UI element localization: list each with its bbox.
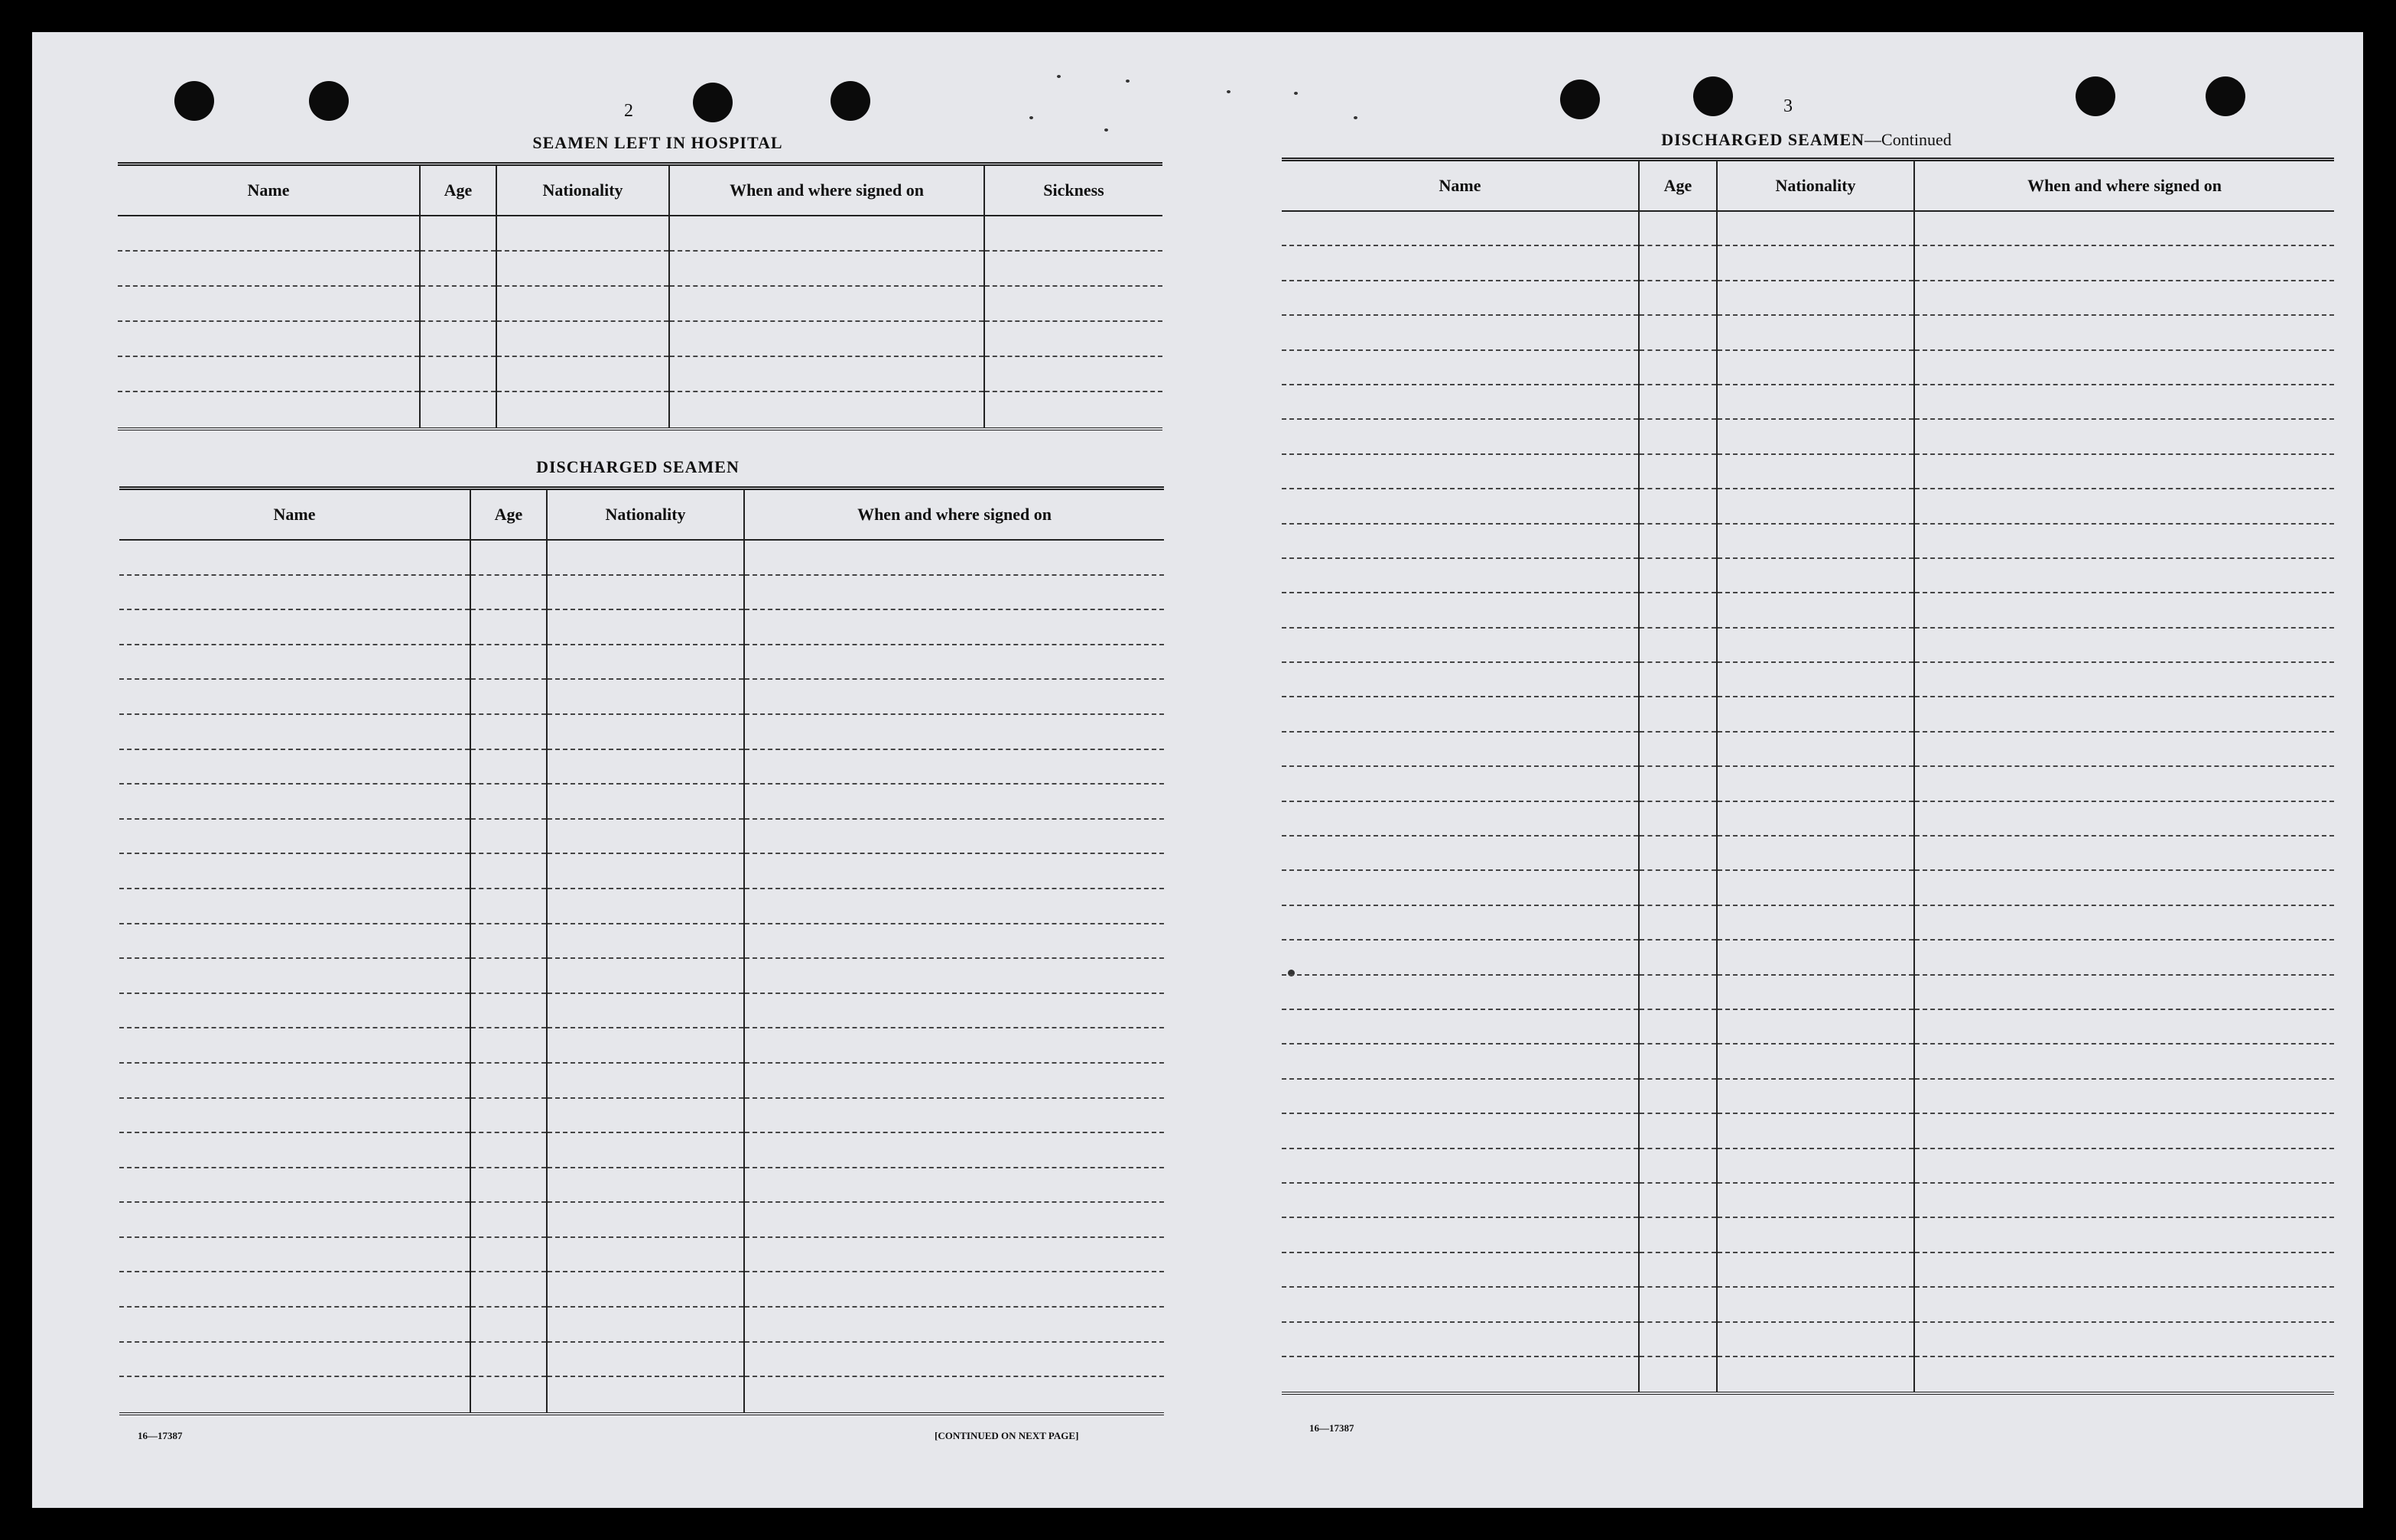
blank-entry-cell [1640, 941, 1716, 975]
column-header: Name [119, 490, 471, 539]
blank-entry-cell [1718, 316, 1913, 350]
column-header: Name [118, 166, 421, 215]
blank-entry-cell [1640, 1288, 1716, 1322]
blank-entry-cell [1640, 871, 1716, 905]
blank-entry-cell [1915, 455, 2334, 489]
blank-entry-cell [1282, 976, 1638, 1010]
blank-entry-cell [1915, 629, 2334, 663]
blank-entry-cell [1718, 385, 1913, 420]
blank-entry-cell [1915, 1010, 2334, 1045]
page-number: 3 [1783, 96, 1793, 116]
blank-entry-cell [1718, 246, 1913, 281]
blank-entry-cell [1640, 420, 1716, 454]
column-header: Sickness [1043, 180, 1104, 200]
blank-entry-cell [1718, 697, 1913, 732]
table-column [1718, 212, 1915, 1392]
blank-entry-cell [1282, 316, 1638, 350]
blank-entry-cell [1718, 767, 1913, 801]
table-body [1282, 212, 2334, 1392]
blank-entry-cell [1282, 1149, 1638, 1184]
blank-entry-cell [1915, 1323, 2334, 1357]
table-column [1282, 212, 1640, 1392]
table-header [1282, 161, 2334, 212]
blank-entry-cell [1718, 1149, 1913, 1184]
blank-entry-cell [1718, 1114, 1913, 1149]
blank-entry-cell [1718, 1080, 1913, 1114]
blank-entry-cell [1282, 420, 1638, 454]
blank-entry-cell [1915, 802, 2334, 837]
blank-entry-cell [1640, 1149, 1716, 1184]
blank-entry-cell [1282, 1184, 1638, 1218]
blank-entry-cell [1718, 837, 1913, 871]
blank-entry-cell [1282, 281, 1638, 316]
blank-entry-cell [1718, 941, 1913, 975]
blank-entry-cell [1915, 976, 2334, 1010]
column-header: Name [1282, 161, 1640, 210]
blank-entry-cell [1282, 871, 1638, 905]
blank-entry-cell [1640, 525, 1716, 559]
blank-entry-cell [1282, 767, 1638, 801]
blank-entry-cell [1282, 246, 1638, 281]
blank-entry-cell [1915, 316, 2334, 350]
blank-entry-cell [1640, 1045, 1716, 1079]
scanned-form-sheet [32, 32, 2363, 1508]
blank-entry-cell [1640, 697, 1716, 732]
blank-entry-cell [1282, 1288, 1638, 1322]
blank-entry-cell [1718, 1253, 1913, 1288]
blank-entry-cell [1282, 1357, 1638, 1392]
blank-entry-cell [1915, 697, 2334, 732]
blank-entry-cell [1640, 489, 1716, 524]
blank-entry-cell [1718, 871, 1913, 905]
column-header: When and where signed on [670, 166, 985, 215]
blank-entry-cell [1718, 976, 1913, 1010]
blank-entry-cell [1915, 906, 2334, 941]
section-title-discharged: DISCHARGED SEAMEN [536, 457, 740, 476]
blank-entry-cell [1640, 1253, 1716, 1288]
blank-entry-cell [1915, 420, 2334, 454]
blank-entry-cell [1718, 629, 1913, 663]
blank-entry-cell [1640, 663, 1716, 697]
blank-entry-cell [1718, 351, 1913, 385]
blank-entry-cell [1915, 767, 2334, 801]
blank-entry-cell [1915, 351, 2334, 385]
blank-entry-cell [1915, 1288, 2334, 1322]
blank-entry-cell [1718, 420, 1913, 454]
blank-entry-cell [1282, 455, 1638, 489]
blank-entry-cell [1915, 1114, 2334, 1149]
column-header: Nationality [497, 166, 670, 215]
blank-entry-cell [1915, 871, 2334, 905]
blank-entry-cell [1282, 1080, 1638, 1114]
blank-entry-cell [1640, 837, 1716, 871]
page-number: 2 [624, 101, 633, 121]
blank-entry-cell [1282, 593, 1638, 628]
form-number: 16—17387 [1309, 1422, 1354, 1434]
blank-entry-cell [1282, 663, 1638, 697]
blank-entry-cell [1640, 455, 1716, 489]
blank-entry-cell [1282, 697, 1638, 732]
blank-entry-cell [1640, 1323, 1716, 1357]
column-header: When and where signed on [2027, 176, 2222, 195]
blank-entry-cell [1718, 1045, 1913, 1079]
blank-entry-cell [1915, 663, 2334, 697]
blank-entry-cell [1282, 385, 1638, 420]
column-header: Nationality [1718, 161, 1915, 210]
blank-entry-cell [1915, 941, 2334, 975]
blank-entry-cell [1282, 733, 1638, 767]
blank-entry-cell [1640, 246, 1716, 281]
blank-entry-cell [1640, 1010, 1716, 1045]
blank-entry-cell [1640, 629, 1716, 663]
table-column [1915, 212, 2334, 1392]
blank-entry-cell [1282, 1253, 1638, 1288]
column-header: Age [1640, 161, 1718, 210]
discharged-continued-table [1282, 158, 2334, 1395]
blank-entry-cell [1915, 212, 2334, 246]
blank-entry-cell [1640, 1357, 1716, 1392]
blank-entry-cell [1640, 802, 1716, 837]
section-title-suffix: —Continued [1864, 130, 1952, 149]
blank-entry-cell [1915, 281, 2334, 316]
blank-entry-cell [1282, 906, 1638, 941]
blank-entry-cell [1640, 976, 1716, 1010]
blank-entry-cell [1915, 246, 2334, 281]
blank-entry-cell [1718, 663, 1913, 697]
blank-entry-cell [1718, 559, 1913, 593]
blank-entry-cell [1718, 802, 1913, 837]
form-number: 16—17387 [138, 1430, 183, 1441]
blank-entry-cell [1282, 802, 1638, 837]
blank-entry-cell [1718, 455, 1913, 489]
blank-entry-cell [1718, 1323, 1913, 1357]
section-title-hospital: SEAMEN LEFT IN HOSPITAL [532, 133, 783, 152]
section-title-text: DISCHARGED SEAMEN [1661, 130, 1865, 149]
blank-entry-cell [1640, 385, 1716, 420]
column-header: When and where signed on [857, 505, 1052, 524]
blank-entry-cell [1718, 593, 1913, 628]
blank-entry-cell [1718, 1218, 1913, 1252]
blank-entry-cell [1915, 1184, 2334, 1218]
blank-entry-cell [1915, 1149, 2334, 1184]
blank-entry-cell [1282, 212, 1638, 246]
blank-entry-cell [1718, 1184, 1913, 1218]
blank-entry-cell [1718, 1357, 1913, 1392]
continued-note: [CONTINUED ON NEXT PAGE] [935, 1430, 1079, 1441]
blank-entry-cell [1640, 316, 1716, 350]
blank-entry-cell [1282, 941, 1638, 975]
column-header: Age [421, 166, 497, 215]
blank-entry-cell [1282, 351, 1638, 385]
blank-entry-cell [1718, 212, 1913, 246]
blank-entry-cell [1640, 559, 1716, 593]
blank-entry-cell [1718, 733, 1913, 767]
blank-entry-cell [1282, 489, 1638, 524]
blank-entry-cell [1915, 1045, 2334, 1079]
blank-entry-cell [1640, 1184, 1716, 1218]
blank-entry-cell [1718, 489, 1913, 524]
blank-entry-cell [1640, 906, 1716, 941]
right-page [32, 32, 2363, 1508]
blank-entry-cell [1640, 281, 1716, 316]
blank-entry-cell [1282, 1218, 1638, 1252]
blank-entry-cell [1640, 212, 1716, 246]
blank-entry-cell [1640, 1080, 1716, 1114]
blank-entry-cell [1282, 1045, 1638, 1079]
blank-entry-cell [1915, 1080, 2334, 1114]
blank-entry-cell [1915, 559, 2334, 593]
table-column [1640, 212, 1718, 1392]
blank-entry-cell [1282, 559, 1638, 593]
blank-entry-cell [1915, 489, 2334, 524]
blank-entry-cell [1640, 351, 1716, 385]
blank-entry-cell [1640, 1218, 1716, 1252]
blank-entry-cell [1915, 1253, 2334, 1288]
blank-entry-cell [1282, 1114, 1638, 1149]
section-title-discharged-continued [1500, 130, 2112, 150]
column-header: Age [471, 490, 548, 539]
blank-entry-cell [1640, 593, 1716, 628]
blank-entry-cell [1915, 1357, 2334, 1392]
blank-entry-cell [1282, 629, 1638, 663]
blank-entry-cell [1282, 1010, 1638, 1045]
blank-entry-cell [1915, 525, 2334, 559]
blank-entry-cell [1282, 837, 1638, 871]
blank-entry-cell [1915, 733, 2334, 767]
blank-entry-cell [1915, 385, 2334, 420]
blank-entry-cell [1718, 1010, 1913, 1045]
blank-entry-cell [1640, 1114, 1716, 1149]
blank-entry-cell [1640, 733, 1716, 767]
blank-entry-cell [1282, 525, 1638, 559]
blank-entry-cell [1915, 837, 2334, 871]
blank-entry-cell [1915, 1218, 2334, 1252]
column-header: Nationality [548, 490, 745, 539]
blank-entry-cell [1718, 281, 1913, 316]
blank-entry-cell [1640, 767, 1716, 801]
blank-entry-cell [1718, 525, 1913, 559]
blank-entry-cell [1915, 593, 2334, 628]
blank-entry-cell [1282, 1323, 1638, 1357]
blank-entry-cell [1718, 906, 1913, 941]
blank-entry-cell [1718, 1288, 1913, 1322]
